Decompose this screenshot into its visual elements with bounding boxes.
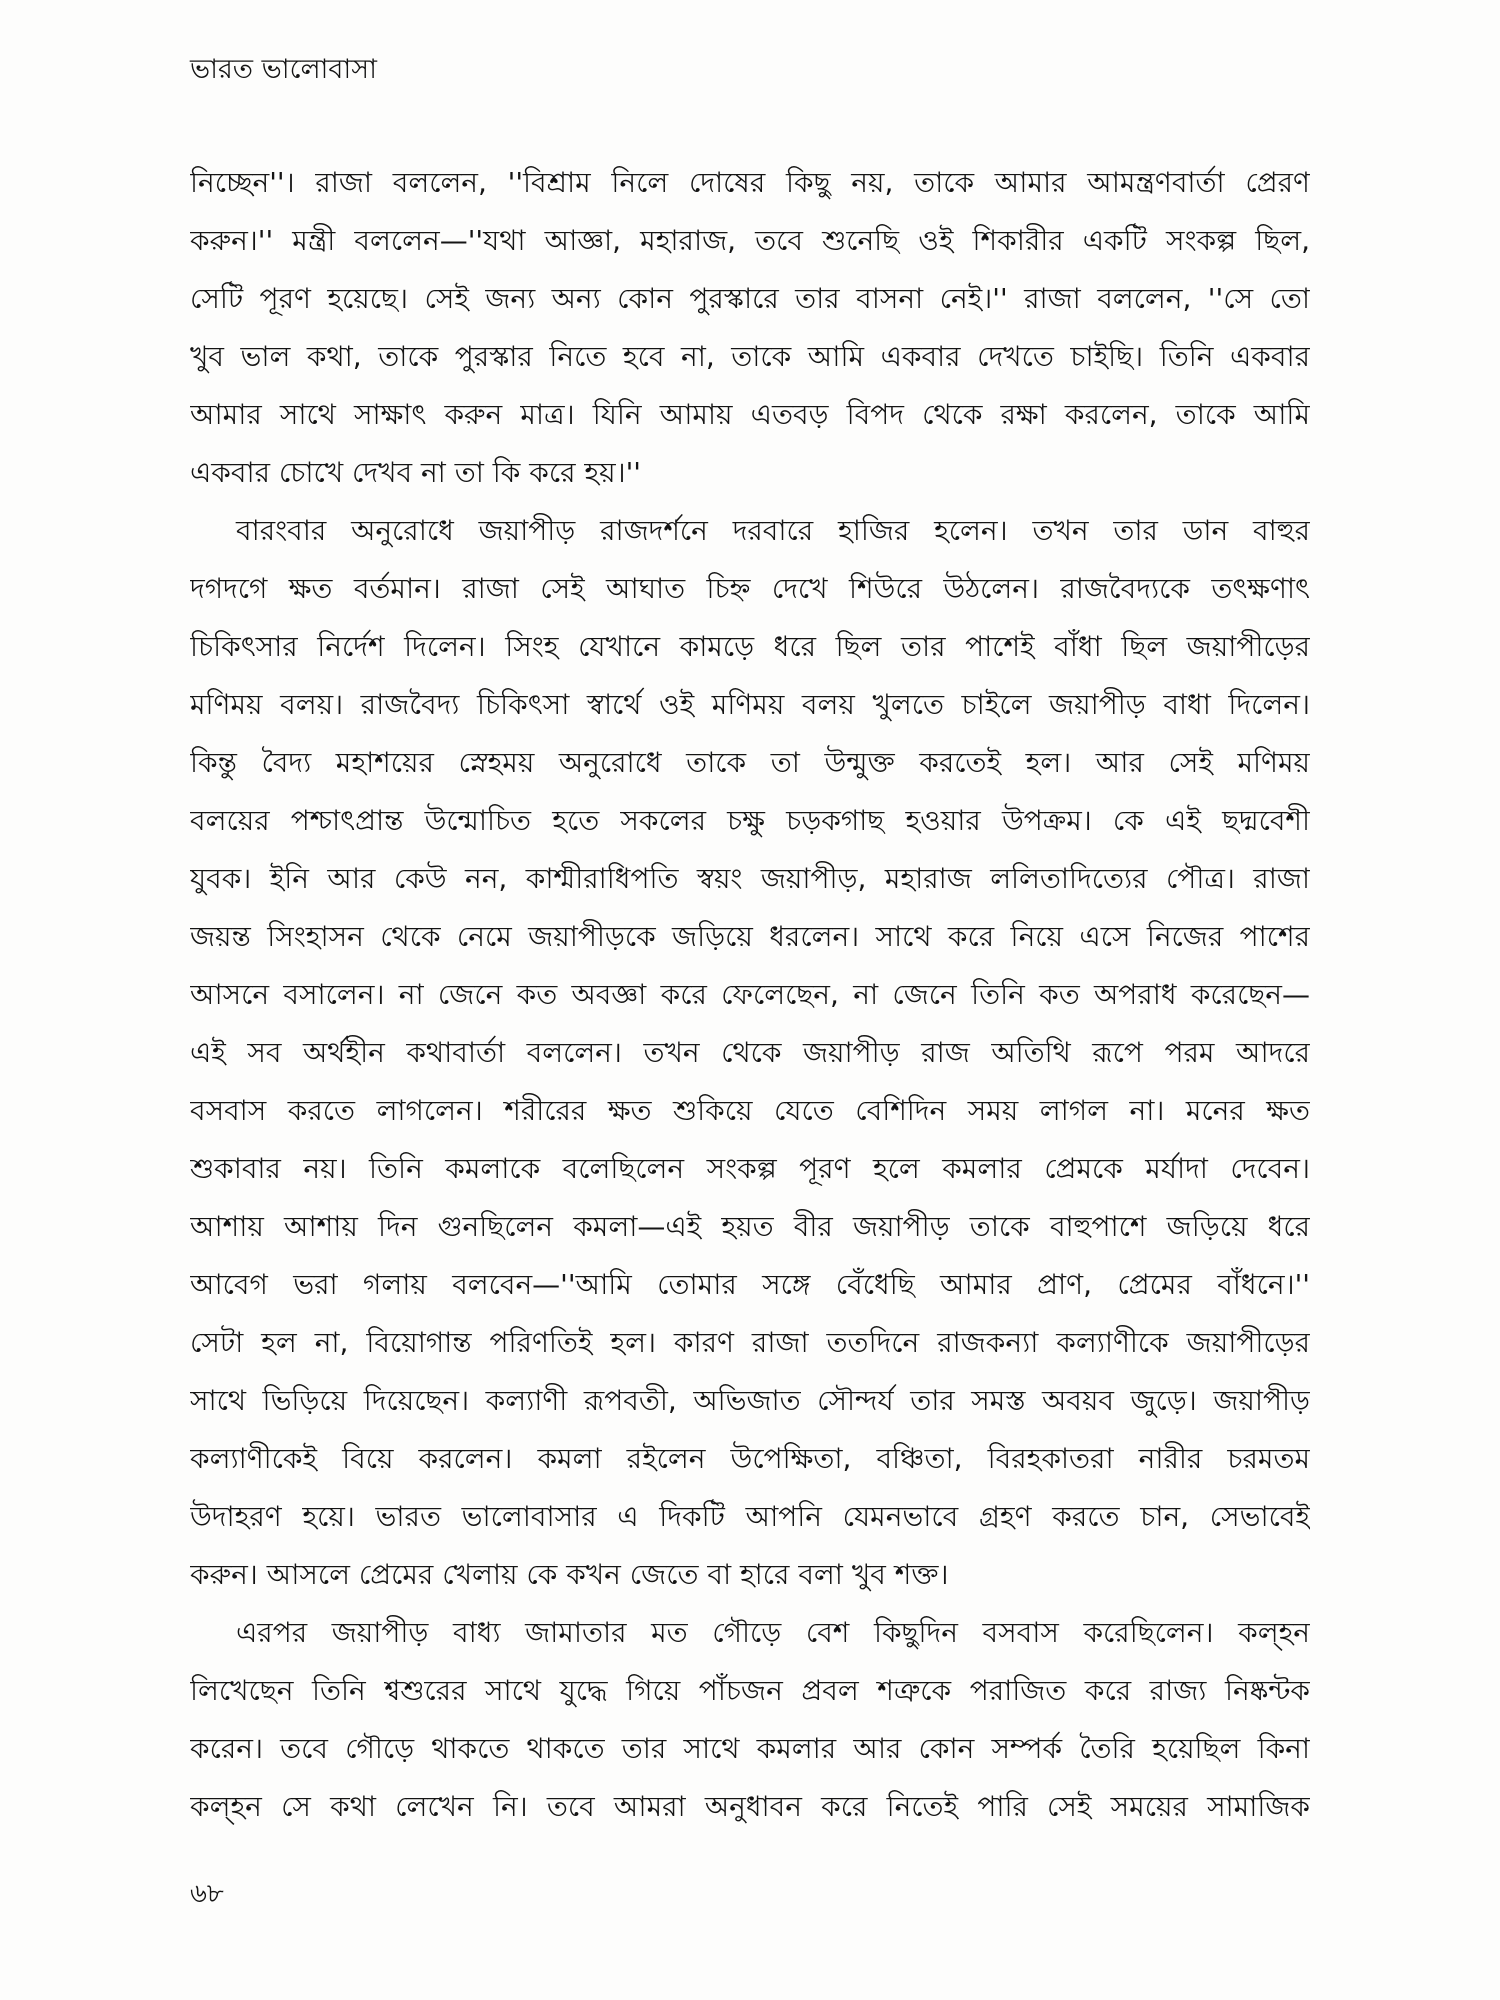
text-line: সাথে ভিড়িয়ে দিয়েছেন। কল্যাণী রূপবতী, অভিজাত সৌন্দর্য তার সমস্ত অবয়ব জুড়ে। জয়াপীড়: [190, 1384, 1310, 1417]
text-line: আসনে বসালেন। না জেনে কত অবজ্ঞা করে ফেলেছেন, না জেনে তিনি কত অপরাধ করেছেন—: [190, 978, 1310, 1011]
text-line: কিন্তু বৈদ্য মহাশয়ের স্নেহময় অনুরোধে তাকে তা উন্মুক্ত করতেই হল। আর সেই মণিময়: [190, 746, 1310, 779]
text-line: বারংবার অনুরোধে জয়াপীড় রাজদর্শনে দরবারে হাজির হলেন। তখন তার ডান বাহুর: [236, 514, 1310, 547]
text-line: শুকাবার নয়। তিনি কমলাকে বলেছিলেন সংকল্প পূরণ হলে কমলার প্রেমকে মর্যাদা দেবেন।: [190, 1152, 1310, 1185]
body-text: [190, 154, 1310, 1836]
paragraph: [190, 1604, 1310, 1836]
text-line: চিকিৎসার নির্দেশ দিলেন। সিংহ যেখানে কামড়ে ধরে ছিল তার পাশেই বাঁধা ছিল জয়াপীড়ের: [190, 630, 1310, 663]
text-line: নিচ্ছেন''। রাজা বললেন, ''বিশ্রাম নিলে দোষের কিছু নয়, তাকে আমার আমন্ত্রণবার্তা প্রেরণ: [190, 166, 1310, 199]
text-line: আবেগ ভরা গলায় বলবেন—''আমি তোমার সঙ্গে বেঁধেছি আমার প্রাণ, প্রেমের বাঁধনে।'': [190, 1268, 1310, 1301]
text-line: একবার চোখে দেখব না তা কি করে হয়।'': [190, 456, 641, 489]
text-line: বসবাস করতে লাগলেন। শরীরের ক্ষত শুকিয়ে যেতে বেশিদিন সময় লাগল না। মনের ক্ষত: [190, 1094, 1310, 1127]
text-line: আশায় আশায় দিন গুনছিলেন কমলা—এই হয়ত বীর জয়াপীড় তাকে বাহুপাশে জড়িয়ে ধরে: [190, 1210, 1310, 1243]
text-line: খুব ভাল কথা, তাকে পুরস্কার নিতে হবে না, তাকে আমি একবার দেখতে চাইছি। তিনি একবার: [190, 340, 1310, 373]
text-line: এই সব অর্থহীন কথাবার্তা বললেন। তখন থেকে জয়াপীড় রাজ অতিথি রূপে পরম আদরে: [190, 1036, 1310, 1069]
text-line: মণিময় বলয়। রাজবৈদ্য চিকিৎসা স্বার্থে ওই মণিময় বলয় খুলতে চাইলে জয়াপীড় বাধা দিলেন।: [190, 688, 1310, 721]
running-header: ভারত ভালোবাসা: [190, 54, 377, 85]
text-line: উদাহরণ হয়ে। ভারত ভালোবাসার এ দিকটি আপনি যেমনভাবে গ্রহণ করতে চান, সেভাবেই: [190, 1500, 1310, 1533]
text-line: আমার সাথে সাক্ষাৎ করুন মাত্র। যিনি আমায় এতবড় বিপদ থেকে রক্ষা করলেন, তাকে আমি: [190, 398, 1310, 431]
text-line: করুন।'' মন্ত্রী বললেন—''যথা আজ্ঞা, মহারাজ, তবে শুনেছি ওই শিকারীর একটি সংকল্প ছিল,: [190, 224, 1310, 257]
text-line: জয়ন্ত সিংহাসন থেকে নেমে জয়াপীড়কে জড়িয়ে ধরলেন। সাথে করে নিয়ে এসে নিজের পাশের: [190, 920, 1310, 953]
text-line: সেটা হল না, বিয়োগান্ত পরিণতিই হল। কারণ রাজা ততদিনে রাজকন্যা কল্যাণীকে জয়াপীড়ের: [190, 1326, 1310, 1359]
text-line: বলয়ের পশ্চাৎপ্রান্ত উন্মোচিত হতে সকলের চক্ষু চড়কগাছ হওয়ার উপক্রম। কে এই ছদ্মবেশী: [190, 804, 1310, 837]
text-line: লিখেছেন তিনি শ্বশুরের সাথে যুদ্ধে গিয়ে পাঁচজন প্রবল শত্রুকে পরাজিত করে রাজ্য নিষ্কন্টক: [190, 1674, 1310, 1707]
text-line: দগদগে ক্ষত বর্তমান। রাজা সেই আঘাত চিহ্ন দেখে শিউরে উঠলেন। রাজবৈদ্যকে তৎক্ষণাৎ: [190, 572, 1310, 605]
page-number: ৬৮: [190, 1879, 224, 1909]
text-line: করেন। তবে গৌড়ে থাকতে থাকতে তার সাথে কমলার আর কোন সম্পর্ক তৈরি হয়েছিল কিনা: [190, 1732, 1310, 1765]
text-line: যুবক। ইনি আর কেউ নন, কাশ্মীরাধিপতি স্বয়ং জয়াপীড়, মহারাজ ললিতাদিত্যের পৌত্র। রাজা: [190, 862, 1310, 895]
text-line: কল্‌হন সে কথা লেখেন নি। তবে আমরা অনুধাবন করে নিতেই পারি সেই সময়ের সামাজিক: [190, 1790, 1310, 1823]
paragraph: [190, 154, 1310, 502]
text-line: করুন। আসলে প্রেমের খেলায় কে কখন জেতে বা হারে বলা খুব শক্ত।: [190, 1558, 949, 1591]
text-line: সেটি পূরণ হয়েছে। সেই জন্য অন্য কোন পুরস্কারে তার বাসনা নেই।'' রাজা বললেন, ''সে তো: [190, 282, 1310, 315]
text-line: এরপর জয়াপীড় বাধ্য জামাতার মত গৌড়ে বেশ কিছুদিন বসবাস করেছিলেন। কল্‌হন: [236, 1616, 1310, 1649]
paragraph: [190, 502, 1310, 1604]
text-line: কল্যাণীকেই বিয়ে করলেন। কমলা রইলেন উপেক্ষিতা, বঞ্চিতা, বিরহকাতরা নারীর চরমতম: [190, 1442, 1310, 1475]
